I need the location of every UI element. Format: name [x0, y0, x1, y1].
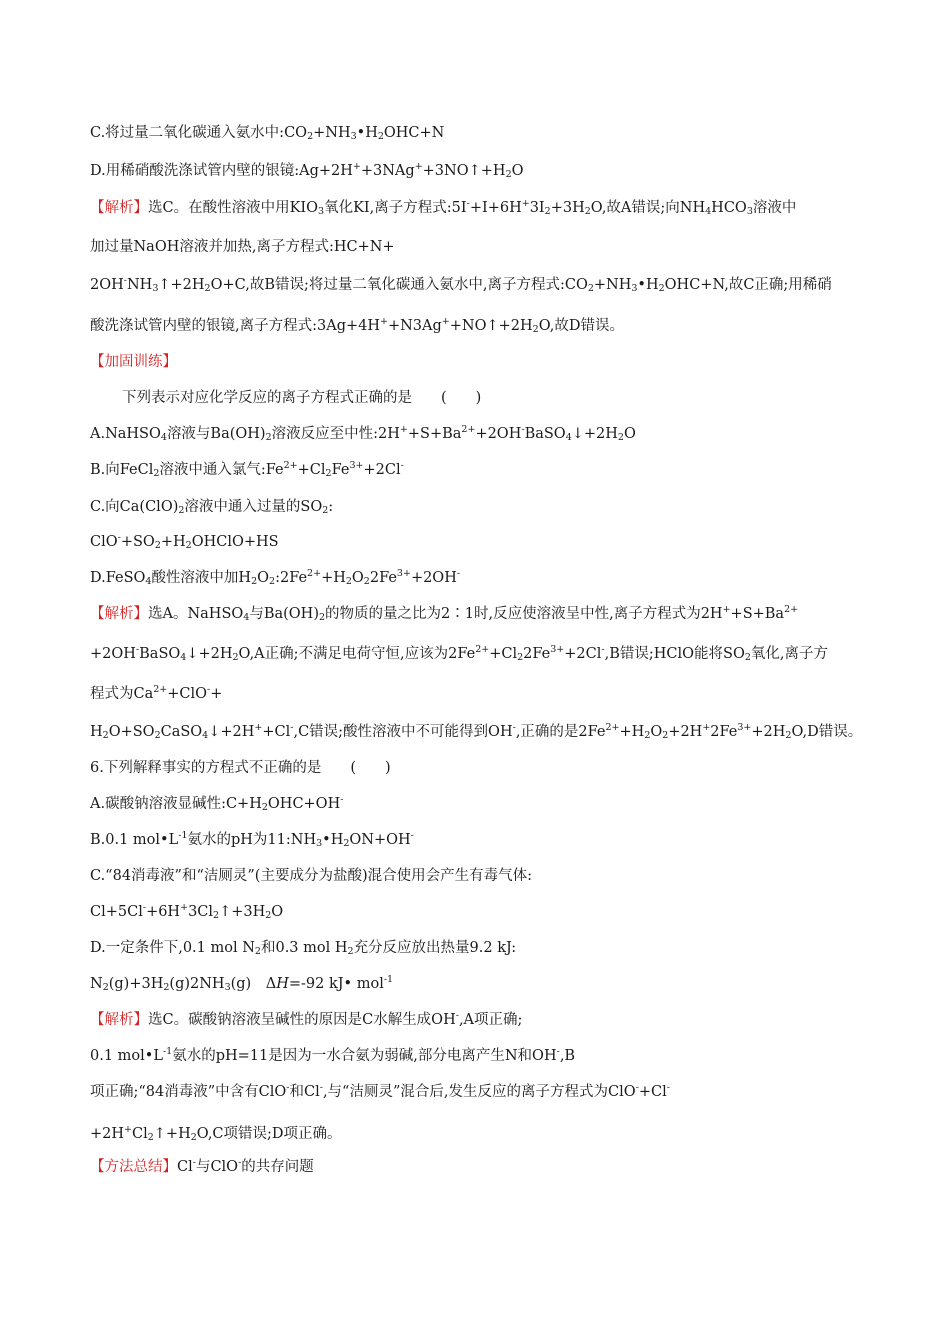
line-text: $+2H^+Cl_2↑+H_2O,C$项错误;D项正确。 — [90, 1124, 342, 1143]
line-text: B.向FeCl$_2$溶液中通入氯气$:Fe^{2+}+Cl_2Fe^{3+}+2Cl^-$ — [90, 460, 404, 479]
text-line — [90, 974, 393, 994]
line-text: $+2OH^-BaSO_4↓+2H_2O,A$正确;不满足电荷守恒,应该为$2Fe^{2+}+Cl_22Fe^{3+}+2Cl^-,B$错误;HClO能将$SO_2$氧化,离子方 — [90, 644, 828, 663]
text-line — [90, 161, 524, 181]
line-text: 酸洗涤试管内壁的银镜,离子方程式$:3Ag+4H^++N3Ag^++NO↑+2H_2O$,故D错误。 — [90, 316, 624, 335]
line-text: 选C。碳酸钠溶液呈碱性的原因是C水解生成OH-,A项正确; — [148, 1010, 523, 1028]
line-text: D.一定条件下,0.1 mol $N_2$和0.3 mol $H_2$充分反应放出热量9.2 kJ: — [90, 940, 517, 957]
text-line — [90, 237, 395, 257]
line-text: 下列表示对应化学反应的离子方程式正确的是 ( ) — [122, 390, 482, 406]
line-text: 项正确;“84消毒液”中含有ClO-和Cl-,与“洁厕灵”混合后,发生反应的离子方程式为ClO-+Cl- — [90, 1082, 670, 1100]
section-tag: 【加固训练】 — [90, 354, 177, 370]
text-line — [90, 1010, 522, 1030]
line-text: 选C。在酸性溶液中用$KIO_3$氧化KI,离子方程式$:5I^-+I+6H^+3I_2+3H_2O$,故A错误;向$NH_4HCO_3$溶液中 — [148, 198, 797, 217]
line-text: 选A。NaHSO$_4$与$Ba(OH)_2$的物质的量之比为2∶1时,反应使溶液呈中性,离子方程式为$2H^++S+Ba^{2+}$ — [148, 604, 799, 623]
text-line — [90, 198, 796, 218]
section-tag: 【解析】 — [90, 200, 148, 216]
text-line — [90, 902, 283, 922]
text-line — [90, 532, 279, 552]
text-line — [90, 497, 333, 517]
text-line — [90, 424, 636, 444]
line-text: $H_2O+SO_2CaSO_4↓+2H^++Cl^-,C$错误;酸性溶液中不可能得到OH-,正确的是$2Fe^{2+}+H_2O_2+2H^+2Fe^{3+}+2H_2O,D$错误。 — [90, 722, 863, 741]
text-line — [90, 722, 862, 742]
line-text: $N_2(g)+3H_2(g)2NH_3(g)$ ΔH=-92 kJ• mol$^{-1}$ — [90, 974, 394, 993]
text-line — [90, 460, 404, 480]
text-line — [122, 388, 481, 408]
text-line — [90, 316, 624, 336]
line-text: Cl-与ClO-的共存问题 — [177, 1157, 314, 1175]
line-text: 0.1 $mol•L^{-1}$氨水的pH=11是因为一水合氨为弱碱,部分电离产生N和OH-,B — [90, 1046, 576, 1064]
line-text: C.将过量二氧化碳通入氨水中$:CO_2+NH_3•H_2OHC+N$ — [90, 125, 445, 142]
text-line — [90, 568, 460, 588]
line-text: $Cl+5Cl^-+6H^+3Cl_2↑+3H_2O$ — [90, 902, 284, 921]
line-text: D.用稀硝酸洗涤试管内壁的银镜$:Ag+2H^++3NAg^++3NO↑+H_2O$ — [90, 161, 524, 180]
line-text: 程式为$Ca^{2+}+ClO^-+$ — [90, 684, 223, 702]
line-text: 6.下列解释事实的方程式不正确的是 ( ) — [90, 760, 391, 776]
text-line — [90, 866, 532, 886]
text-line — [90, 794, 343, 814]
text-line — [90, 830, 414, 850]
section-tag: 【解析】 — [90, 606, 148, 622]
text-line — [90, 1046, 575, 1066]
line-text: $2OH^-NH_3↑+2H_2O+C$,故B错误;将过量二氧化碳通入氨水中,离子方程式$:CO_2+NH_3•H_2OHC+N$,故C正确;用稀硝 — [90, 275, 832, 294]
text-line — [90, 938, 516, 958]
text-line — [90, 275, 832, 295]
text-line — [90, 1157, 314, 1177]
line-text: B.0.1 $mol•L^{-1}$氨水的pH为$11:NH_3•H_2ON+OH^-$ — [90, 830, 414, 849]
line-text: A.碳酸钠溶液显碱性$:C+H_2OHC+OH^-$ — [90, 794, 344, 813]
section-tag: 【方法总结】 — [90, 1159, 177, 1175]
text-line — [90, 352, 177, 372]
text-line — [90, 644, 828, 664]
line-text: 加过量NaOH溶液并加热,离子方程式:HC+N+ — [90, 239, 395, 255]
text-line — [90, 1124, 342, 1144]
text-line — [90, 758, 391, 778]
line-text: C.向$Ca(ClO)_2$溶液中通入过量的$SO_2$: — [90, 499, 334, 516]
text-line — [90, 684, 222, 704]
text-line — [90, 604, 798, 624]
text-line — [90, 123, 444, 143]
section-tag: 【解析】 — [90, 1012, 148, 1028]
line-text: D.FeSO$_4$酸性溶液中加$H_2O_2:2Fe^{2+}+H_2O_22Fe^{3+}+2OH^-$ — [90, 568, 461, 587]
text-line — [90, 1082, 670, 1102]
line-text: $ClO^-+SO_2+H_2OHClO+HS$ — [90, 532, 279, 551]
line-text: A.NaHSO$_4$溶液与$Ba(OH)_2$溶液反应至中性$:2H^++S+Ba^{2+}+2OH^-BaSO_4↓+2H_2O$ — [90, 424, 636, 443]
line-text: C.“84消毒液”和“洁厕灵”(主要成分为盐酸)混合使用会产生有毒气体: — [90, 868, 532, 884]
